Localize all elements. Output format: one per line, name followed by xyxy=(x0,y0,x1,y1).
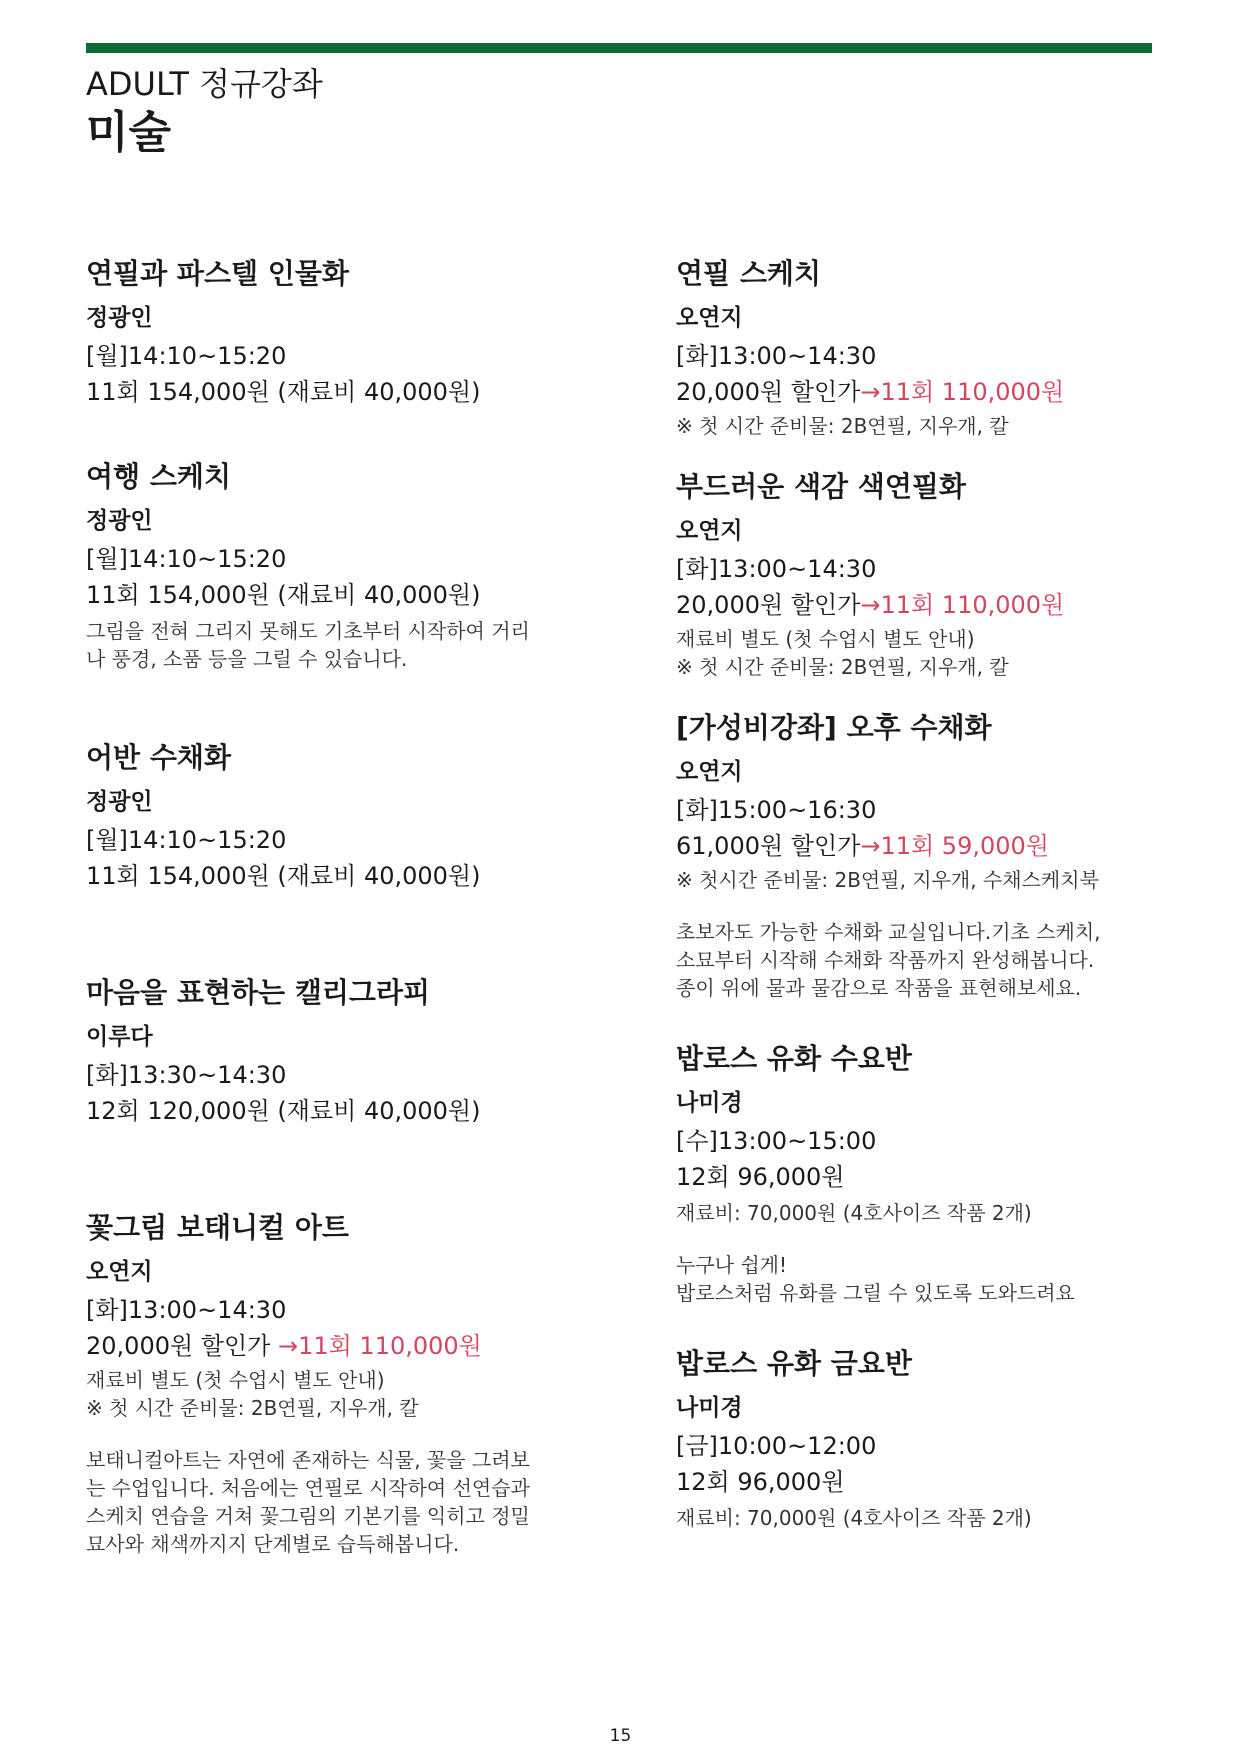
course-pencil-pastel-portrait xyxy=(86,255,576,410)
header-accent-bar xyxy=(86,43,1152,53)
description-line: 소묘부터 시작해 수채화 작품까지 완성해봅니다. xyxy=(676,948,1095,972)
course-urban-watercolor xyxy=(86,739,576,894)
course-notes xyxy=(676,625,1166,681)
description-line: 밥로스처럼 유화를 그릴 수 있도록 도와드려요 xyxy=(676,1281,1075,1305)
course-instructor: 정광인 xyxy=(86,508,153,534)
course-schedule: [월]14:10~15:20 xyxy=(86,545,287,573)
course-notes xyxy=(676,866,1166,894)
course-price-line xyxy=(676,374,1166,410)
course-botanical-art xyxy=(86,1209,576,1558)
description-line: 는 수업입니다. 처음에는 연필로 시작하여 선연습과 xyxy=(86,1476,530,1500)
course-title: 마음을 표현하는 캘리그라피 xyxy=(86,976,431,1009)
page-number: 15 xyxy=(609,1726,632,1746)
note-line: 재료비 별도 (첫 수업시 별도 안내) xyxy=(86,1368,385,1392)
course-description xyxy=(676,918,1166,1002)
right-column xyxy=(676,255,1166,1532)
note-line: 재료비: 70,000원 (4호사이즈 작품 2개) xyxy=(676,1506,1032,1530)
course-instructor: 오연지 xyxy=(676,759,743,785)
course-schedule: [월]14:10~15:20 xyxy=(86,826,287,854)
course-travel-sketch xyxy=(86,458,576,673)
course-title: 어반 수채화 xyxy=(86,741,231,774)
course-schedule: [금]10:00~12:00 xyxy=(676,1432,877,1460)
course-pencil-sketch xyxy=(676,255,1166,440)
course-schedule: [화]13:30~14:30 xyxy=(86,1061,287,1089)
course-title: 밥로스 유화 금요반 xyxy=(676,1347,912,1380)
course-instructor: 오연지 xyxy=(676,518,743,544)
course-schedule: [화]15:00~16:30 xyxy=(676,796,877,824)
course-bob-ross-friday xyxy=(676,1345,1166,1532)
course-instructor: 오연지 xyxy=(86,1259,153,1285)
course-price: 20,000원 할인가 xyxy=(676,378,861,406)
course-title: 부드러운 색감 색연필화 xyxy=(676,470,966,503)
course-price: 12회 96,000원 xyxy=(676,1468,845,1496)
section-subtitle: ADULT 정규강좌 xyxy=(86,65,323,103)
course-description xyxy=(86,1446,576,1558)
course-price-line xyxy=(676,587,1166,623)
description-line: 보태니컬아트는 자연에 존재하는 식물, 꽃을 그려보 xyxy=(86,1448,530,1472)
course-price: 12회 96,000원 xyxy=(676,1163,845,1191)
course-price-line xyxy=(86,1328,576,1364)
course-price: 20,000원 할인가 xyxy=(676,591,861,619)
description-line: 종이 위에 물과 물감으로 작품을 표현해보세요. xyxy=(676,976,1082,1000)
course-title: 연필과 파스텔 인물화 xyxy=(86,257,349,290)
course-colored-pencil xyxy=(676,468,1166,681)
course-bob-ross-wednesday xyxy=(676,1040,1166,1307)
note-line: ※ 첫 시간 준비물: 2B연필, 지우개, 칼 xyxy=(86,1396,419,1420)
note-line: ※ 첫 시간 준비물: 2B연필, 지우개, 칼 xyxy=(676,655,1009,679)
course-calligraphy xyxy=(86,974,576,1129)
course-instructor: 이루다 xyxy=(86,1024,153,1050)
course-title: 꽃그림 보태니컬 아트 xyxy=(86,1211,349,1244)
course-price: 12회 120,000원 (재료비 40,000원) xyxy=(86,1097,481,1125)
description-line: 나 풍경, 소품 등을 그릴 수 있습니다. xyxy=(86,647,408,671)
course-schedule: [수]13:00~15:00 xyxy=(676,1127,877,1155)
note-line: ※ 첫시간 준비물: 2B연필, 지우개, 수채스케치북 xyxy=(676,868,1099,892)
course-value-watercolor xyxy=(676,709,1166,1002)
course-description xyxy=(86,617,576,673)
course-title: [가성비강좌] 오후 수채화 xyxy=(676,711,992,744)
course-price: 61,000원 할인가 xyxy=(676,832,861,860)
course-title: 연필 스케치 xyxy=(676,257,821,290)
course-notes xyxy=(86,1366,576,1422)
course-instructor: 정광인 xyxy=(86,305,153,331)
description-line: 초보자도 가능한 수채화 교실입니다.기초 스케치, xyxy=(676,920,1101,944)
course-price-line xyxy=(676,828,1166,864)
course-schedule: [화]13:00~14:30 xyxy=(676,342,877,370)
description-line: 스케치 연습을 거쳐 꽃그림의 기본기를 익히고 정밀 xyxy=(86,1504,530,1528)
course-schedule: [월]14:10~15:20 xyxy=(86,342,287,370)
left-column xyxy=(86,255,576,1558)
course-schedule: [화]13:00~14:30 xyxy=(86,1296,287,1324)
note-line: ※ 첫 시간 준비물: 2B연필, 지우개, 칼 xyxy=(676,414,1009,438)
course-description xyxy=(676,1251,1166,1307)
description-line: 묘사와 채색까지지 단계별로 습득해봅니다. xyxy=(86,1532,460,1556)
course-price: 11회 154,000원 (재료비 40,000원) xyxy=(86,378,481,406)
course-discount-price: →11회 110,000원 xyxy=(860,591,1065,619)
course-discount-price: →11회 110,000원 xyxy=(270,1332,482,1360)
course-instructor: 나미경 xyxy=(676,1090,743,1116)
course-instructor: 정광인 xyxy=(86,789,153,815)
course-price: 20,000원 할인가 xyxy=(86,1332,271,1360)
course-notes xyxy=(676,1504,1166,1532)
course-discount-price: →11회 59,000원 xyxy=(860,832,1049,860)
course-discount-price: →11회 110,000원 xyxy=(860,378,1065,406)
course-instructor: 나미경 xyxy=(676,1395,743,1421)
page-title: 미술 xyxy=(86,107,172,158)
course-schedule: [화]13:00~14:30 xyxy=(676,555,877,583)
course-price: 11회 154,000원 (재료비 40,000원) xyxy=(86,581,481,609)
note-line: 재료비 별도 (첫 수업시 별도 안내) xyxy=(676,627,975,651)
course-notes xyxy=(676,412,1166,440)
course-price: 11회 154,000원 (재료비 40,000원) xyxy=(86,862,481,890)
description-line: 그림을 전혀 그리지 못해도 기초부터 시작하여 거리 xyxy=(86,619,530,643)
description-line: 누구나 쉽게! xyxy=(676,1253,787,1277)
course-title: 밥로스 유화 수요반 xyxy=(676,1042,912,1075)
course-notes xyxy=(676,1199,1166,1227)
course-instructor: 오연지 xyxy=(676,305,743,331)
note-line: 재료비: 70,000원 (4호사이즈 작품 2개) xyxy=(676,1201,1032,1225)
course-title: 여행 스케치 xyxy=(86,460,231,493)
